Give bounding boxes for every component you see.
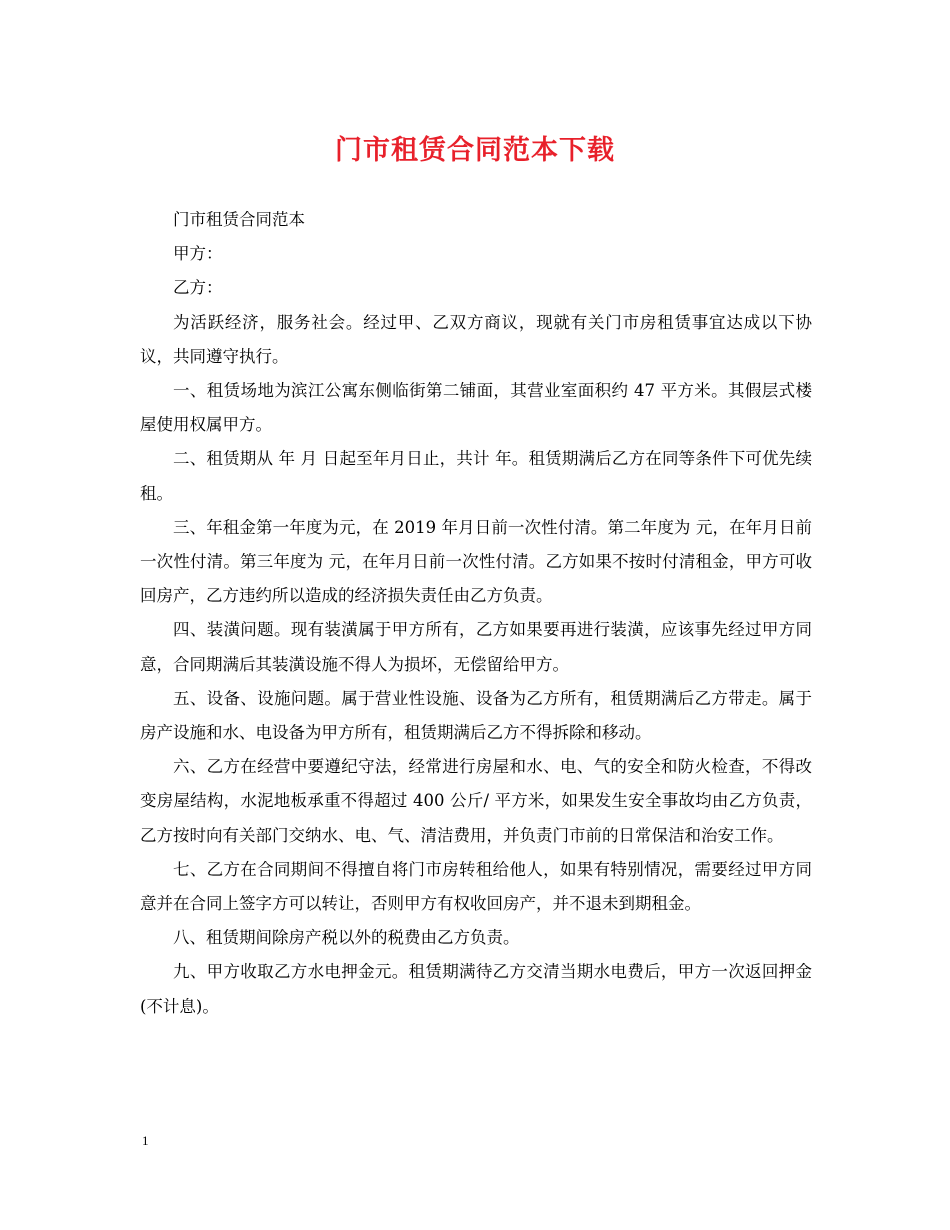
paragraph-party-b: 乙方：	[173, 278, 223, 298]
page-number: 1	[142, 1133, 149, 1148]
paragraph-contract-name: 门市租赁合同范本	[173, 210, 305, 229]
paragraph-clause-7: 七、乙方在合同期间不得擅自将门市房转租给他人，如果有特别情况，需要经过甲方同意并在合同上签字方可以转让，否则甲方有权收回房产，并不退未到期租金。	[140, 859, 812, 914]
paragraph-clause-4: 四、装潢问题。现有装潢属于甲方所有，乙方如果要再进行装潢，应该事先经过甲方同意，合同期满后其装潢设施不得人为损坏，无偿留给甲方。	[140, 620, 812, 674]
paragraph-clause-3: 三、年租金第一年度为元，在 2019 年月日前一次性付清。第二年度为 元，在年月日前一次性付清。第三年度为 元，在年月日前一次性付清。乙方如果不按时付清租金，甲方可收回房产，乙方违约所以造成的经济损失责任由乙方负责。	[140, 517, 812, 606]
document-title: 门市租赁合同范本下载	[335, 135, 615, 166]
paragraph-clause-1: 一、租赁场地为滨江公寓东侧临街第二铺面，其营业室面积约 47 平方米。其假层式楼屋使用权属甲方。	[140, 381, 812, 435]
paragraph-clause-5: 五、设备、设施问题。属于营业性设施、设备为乙方所有，租赁期满后乙方带走。属于房产设施和水、电设备为甲方所有，租赁期满后乙方不得拆除和移动。	[140, 688, 812, 743]
document-body	[140, 203, 812, 1024]
paragraph-clause-2: 二、租赁期从 年 月 日起至年月日止，共计 年。租赁期满后乙方在同等条件下可优先续租。	[140, 449, 812, 503]
paragraph-party-a: 甲方：	[173, 244, 223, 264]
paragraph-clause-9: 九、甲方收取乙方水电押金元。租赁期满待乙方交清当期水电费后，甲方一次返回押金(不计息)。	[140, 962, 812, 1016]
paragraph-clause-8: 八、租赁期间除房产税以外的税费由乙方负责。	[173, 928, 520, 948]
paragraph-clause-6: 六、乙方在经营中要遵纪守法，经常进行房屋和水、电、气的安全和防火检查，不得改变房屋结构，水泥地板承重不得超过 400 公斤/ 平方米，如果发生安全事故均由乙方负责，乙方按时向有关部门交纳水、电、气、清洁费用，并负责门市前的日常保洁和治安工作。	[140, 757, 812, 845]
paragraph-preamble: 为活跃经济，服务社会。经过甲、乙双方商议，现就有关门市房租赁事宜达成以下协议，共同遵守执行。	[140, 312, 812, 366]
